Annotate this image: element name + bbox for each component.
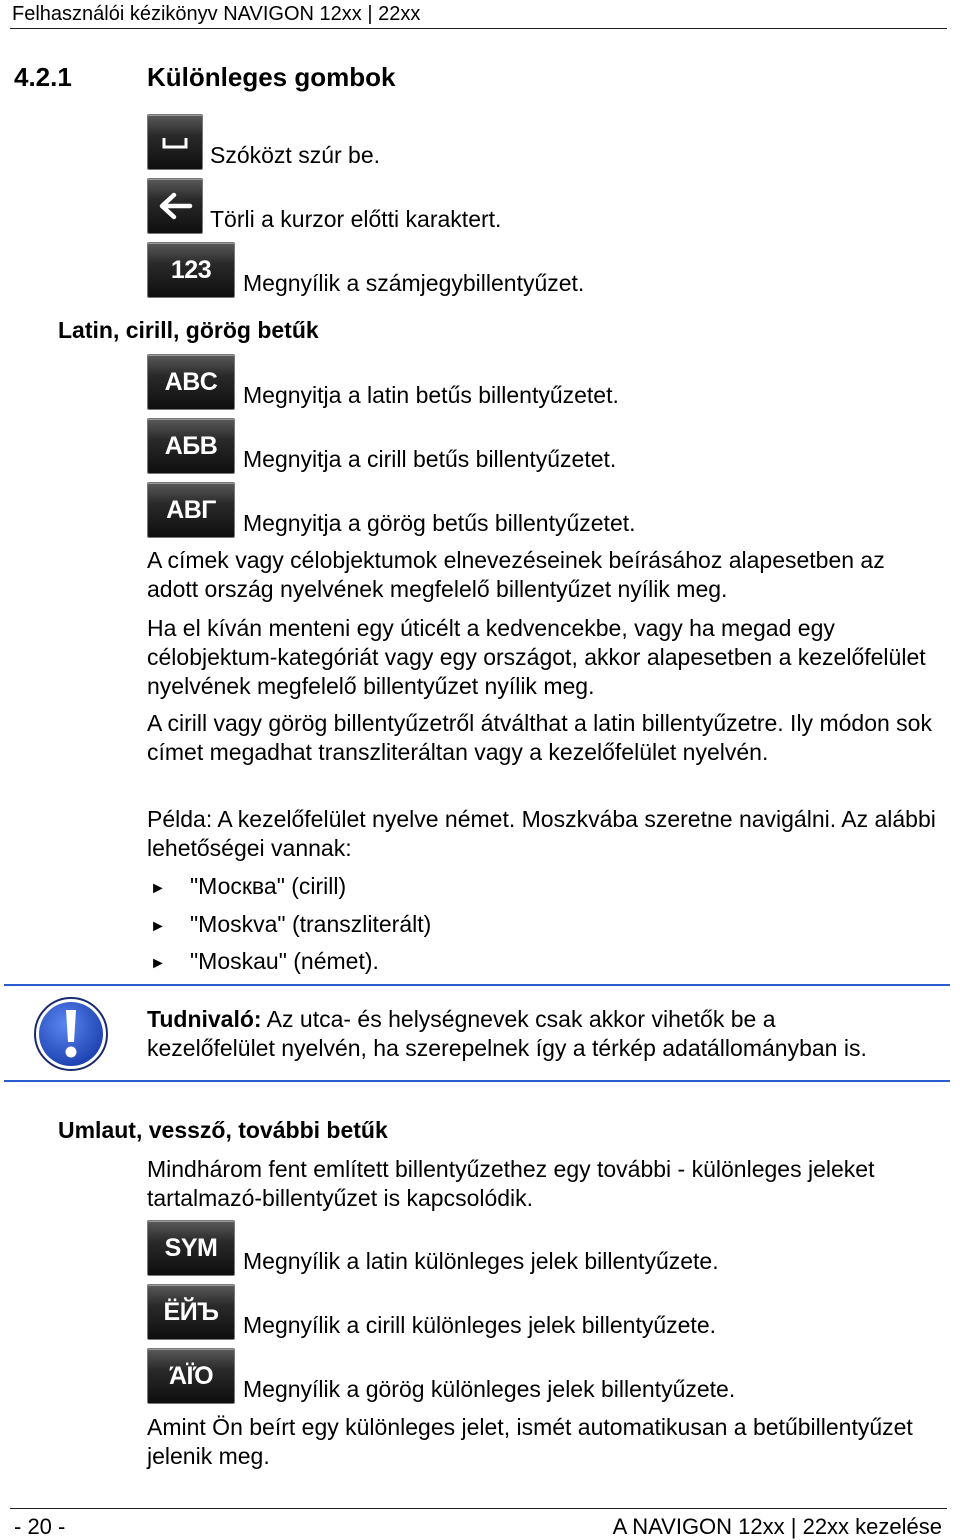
numeric-key-icon: 123 [147, 242, 235, 298]
latin-key-desc: Megnyitja a latin betűs billentyűzetet. [243, 382, 619, 408]
paragraph-special-keyboard: Mindhárom fent említett billentyűzethez egy további - különleges jeleket tartalmazó-billentyűzet is kapcsolódik. [147, 1156, 875, 1211]
paragraph-switch: A cirill vagy görög billentyűzetről átválthat a latin billentyűzetre. Ily módon sok címet megadhat transzliteráltan vagy a kezelőfelület nyelvén. [147, 710, 932, 765]
list-item: "Москва" (cirill) [190, 873, 347, 899]
paragraph-example: Példa: A kezelőfelület nyelve német. Moszkvába szeretne navigálni. Az alábbi lehetőségei vannak: [147, 806, 936, 861]
footer-rule [10, 1508, 947, 1509]
exclamation-icon [32, 995, 110, 1073]
bullet-glyph: ► [150, 955, 166, 972]
note-bottom-rule [4, 1080, 950, 1082]
cyrillic-key-desc: Megnyitja a cirill betűs billentyűzetet. [243, 446, 617, 472]
cyrillic-key-icon: АБВ [147, 418, 235, 474]
latin-special-key-desc: Megnyílik a latin különleges jelek billentyűzete. [243, 1248, 719, 1274]
bullet-glyph: ► [150, 880, 166, 897]
backspace-key-desc: Törli a kurzor előtti karaktert. [210, 206, 502, 232]
note-line-2: kezelőfelület nyelvén, ha szerepelnek így a térkép adatállományban is. [147, 1035, 867, 1061]
list-item: "Moskva" (transzliterált) [190, 911, 432, 937]
cyrillic-special-key-icon: ЁЙЪ [147, 1284, 235, 1340]
umlaut-heading: Umlaut, vessző, további betűk [58, 1117, 388, 1143]
greek-special-key-icon: ΆΪΌ [147, 1348, 235, 1404]
greek-special-key-desc: Megnyílik a görög különleges jelek billentyűzete. [243, 1376, 736, 1402]
running-header: Felhasználói kézikönyv NAVIGON 12xx | 22xx [12, 3, 421, 25]
note-text: Az utca- és helységnevek csak akkor vihetők be a [261, 1006, 776, 1032]
page-number: - 20 - [14, 1514, 66, 1539]
greek-key-desc: Megnyitja a görög betűs billentyűzetet. [243, 510, 636, 536]
alphabet-heading: Latin, cirill, görög betűk [58, 317, 319, 343]
greek-key-icon: ΑΒΓ [147, 482, 235, 538]
space-key-desc: Szóközt szúr be. [210, 142, 381, 168]
list-item: "Moskau" (német). [190, 948, 379, 974]
section-title: Különleges gombok [147, 62, 396, 92]
backspace-key-icon [147, 178, 203, 234]
cyrillic-special-key-desc: Megnyílik a cirill különleges jelek billentyűzete. [243, 1312, 717, 1338]
note-label: Tudnivaló: [147, 1006, 262, 1032]
paragraph-auto-return: Amint Ön beírt egy különleges jelet, ismét automatikusan a betűbillentyűzet jelenik meg. [147, 1414, 913, 1469]
latin-key-icon: ABC [147, 354, 235, 410]
paragraph-default-keyboard: A címek vagy célobjektumok elnevezéseinek beírásához alapesetben az adott ország nyelvének megfelelő billentyűzet nyílik meg. [147, 547, 885, 602]
note-line-1 [147, 1006, 776, 1033]
header-rule [10, 28, 947, 29]
footer-chapter: A NAVIGON 12xx | 22xx kezelése [612, 1514, 942, 1539]
note-top-rule [4, 984, 950, 986]
bullet-glyph: ► [150, 918, 166, 935]
latin-special-key-icon: SYM [147, 1220, 235, 1276]
space-key-icon [147, 114, 203, 170]
section-number: 4.2.1 [14, 62, 72, 92]
paragraph-favourites: Ha el kíván menteni egy úticélt a kedvencekbe, vagy ha megad egy célobjektum-kategóriát vagy egy országot, akkor alapesetben a kezelőfelület nyelvének megfelelő billentyűzet nyílik meg. [147, 615, 926, 699]
numeric-key-desc: Megnyílik a számjegybillentyűzet. [243, 270, 585, 296]
